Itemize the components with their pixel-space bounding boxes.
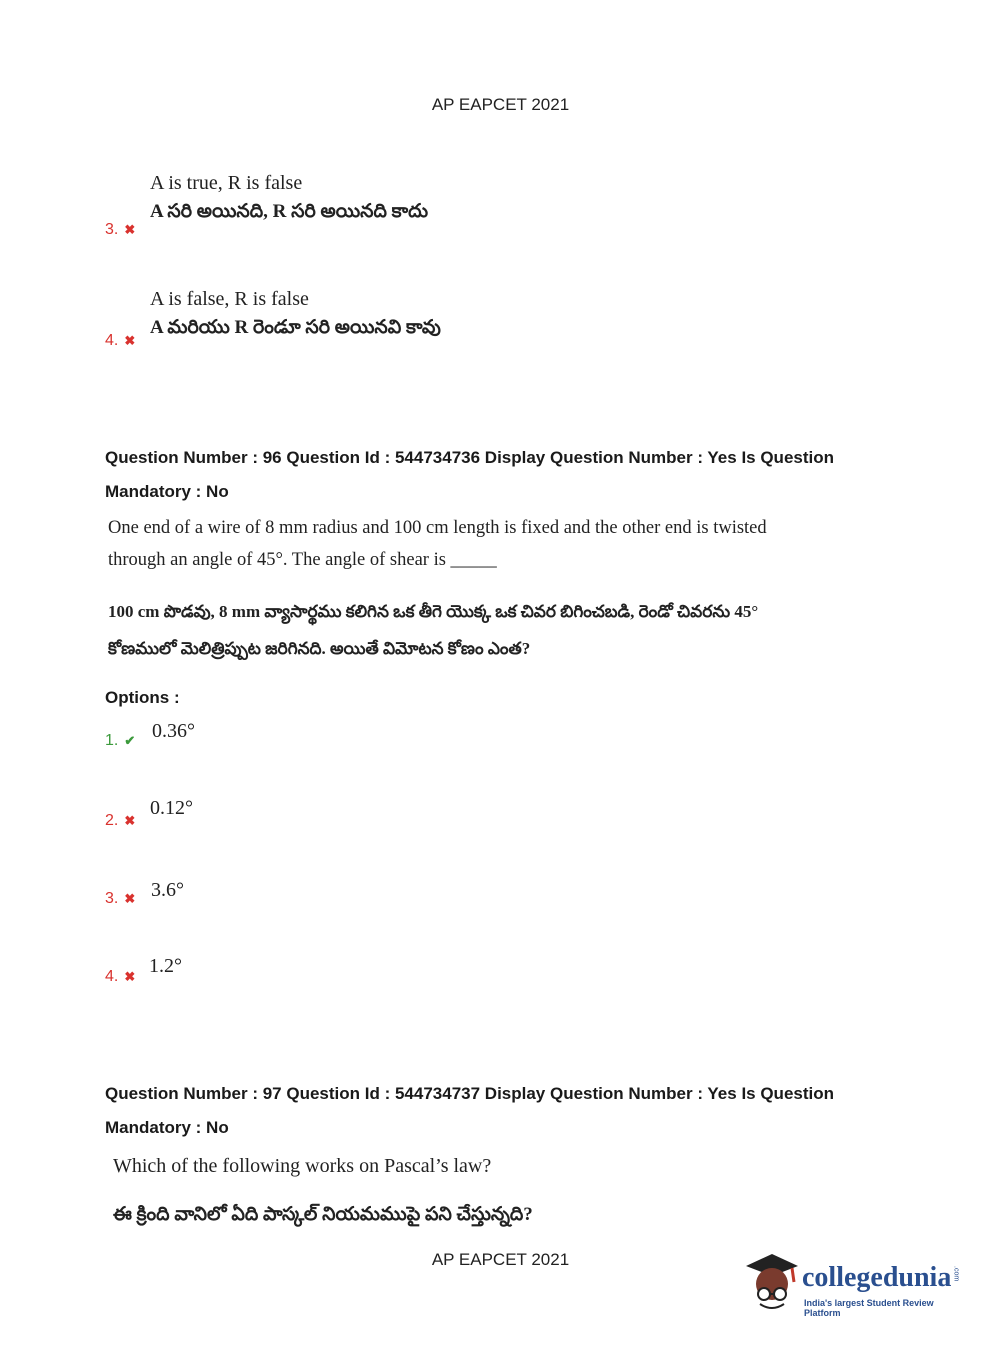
option-2-value: 0.12° xyxy=(150,797,193,819)
question-text-line: 100 cm పొడవు, 8 mm వ్యాసార్థము కలిగిన ఒక తీగె యొక్క ఒక చివర బిగించబడి, రెండో చివరను 45° xyxy=(108,602,759,621)
wrong-icon: ✖ xyxy=(124,222,136,237)
page-footer: AP EAPCET 2021 xyxy=(431,1250,570,1269)
option-4-value: 1.2° xyxy=(149,955,182,977)
wrong-icon: ✖ xyxy=(124,813,136,828)
option-number: 3. xyxy=(105,221,119,238)
collegedunia-logo xyxy=(742,1250,972,1320)
option-1-marker xyxy=(105,732,135,750)
option-3-marker xyxy=(105,890,135,908)
option-2-marker xyxy=(105,812,135,830)
question-text-line: కోణములో మెలిత్రిప్పుట జరిగినది. అయితే విమోటన కోణం ఎంత? xyxy=(108,639,531,658)
question-96-text-en xyxy=(108,512,767,576)
question-96-text-te xyxy=(108,593,758,667)
wrong-icon: ✖ xyxy=(124,891,136,906)
option-3-text-te: A సరి అయినది, R సరి అయినది కాదు xyxy=(150,201,429,222)
question-meta-line: Question Number : 96 Question Id : 544734736 Display Question Number : Yes Is Question xyxy=(105,448,835,467)
logo-wordmark: collegedunia xyxy=(802,1262,952,1293)
option-number: 2. xyxy=(105,812,119,829)
wrong-icon: ✖ xyxy=(124,969,136,984)
question-text-line: through an angle of 45°. The angle of shear is _____ xyxy=(108,550,497,570)
option-3-marker xyxy=(105,221,135,239)
check-icon: ✔ xyxy=(124,733,136,748)
option-4-text-te: A మరియు R రెండూ సరి అయినవి కావు xyxy=(150,317,441,338)
option-4-marker xyxy=(105,968,135,986)
question-97-text-te: ఈ క్రింది వానిలో ఏది పాస్కల్ నియమముపై పని చేస్తున్నది? xyxy=(113,1204,533,1225)
question-97-text-en: Which of the following works on Pascal’s law? xyxy=(113,1155,492,1177)
logo-tld: .com xyxy=(952,1266,960,1282)
option-number: 3. xyxy=(105,890,119,907)
page-header: AP EAPCET 2021 xyxy=(431,95,570,114)
option-number: 4. xyxy=(105,968,119,985)
option-4-text-en: A is false, R is false xyxy=(150,288,309,310)
option-3-text-en: A is true, R is false xyxy=(150,172,303,194)
question-96-meta xyxy=(105,441,905,509)
question-meta-line: Question Number : 97 Question Id : 544734737 Display Question Number : Yes Is Question xyxy=(105,1084,835,1103)
options-label: Options : xyxy=(105,688,180,707)
option-1-value: 0.36° xyxy=(152,720,195,742)
option-4-marker xyxy=(105,332,135,350)
option-number: 1. xyxy=(105,732,119,749)
question-mandatory: Mandatory : No xyxy=(105,1118,229,1137)
option-3-value: 3.6° xyxy=(151,879,184,901)
question-97-meta xyxy=(105,1077,905,1145)
option-number: 4. xyxy=(105,332,119,349)
question-mandatory: Mandatory : No xyxy=(105,482,229,501)
logo-tagline: India's largest Student Review Platform xyxy=(804,1298,934,1318)
question-text-line: One end of a wire of 8 mm radius and 100 cm length is fixed and the other end is twisted xyxy=(108,518,767,538)
mascot-icon xyxy=(742,1250,800,1312)
wrong-icon: ✖ xyxy=(124,333,136,348)
